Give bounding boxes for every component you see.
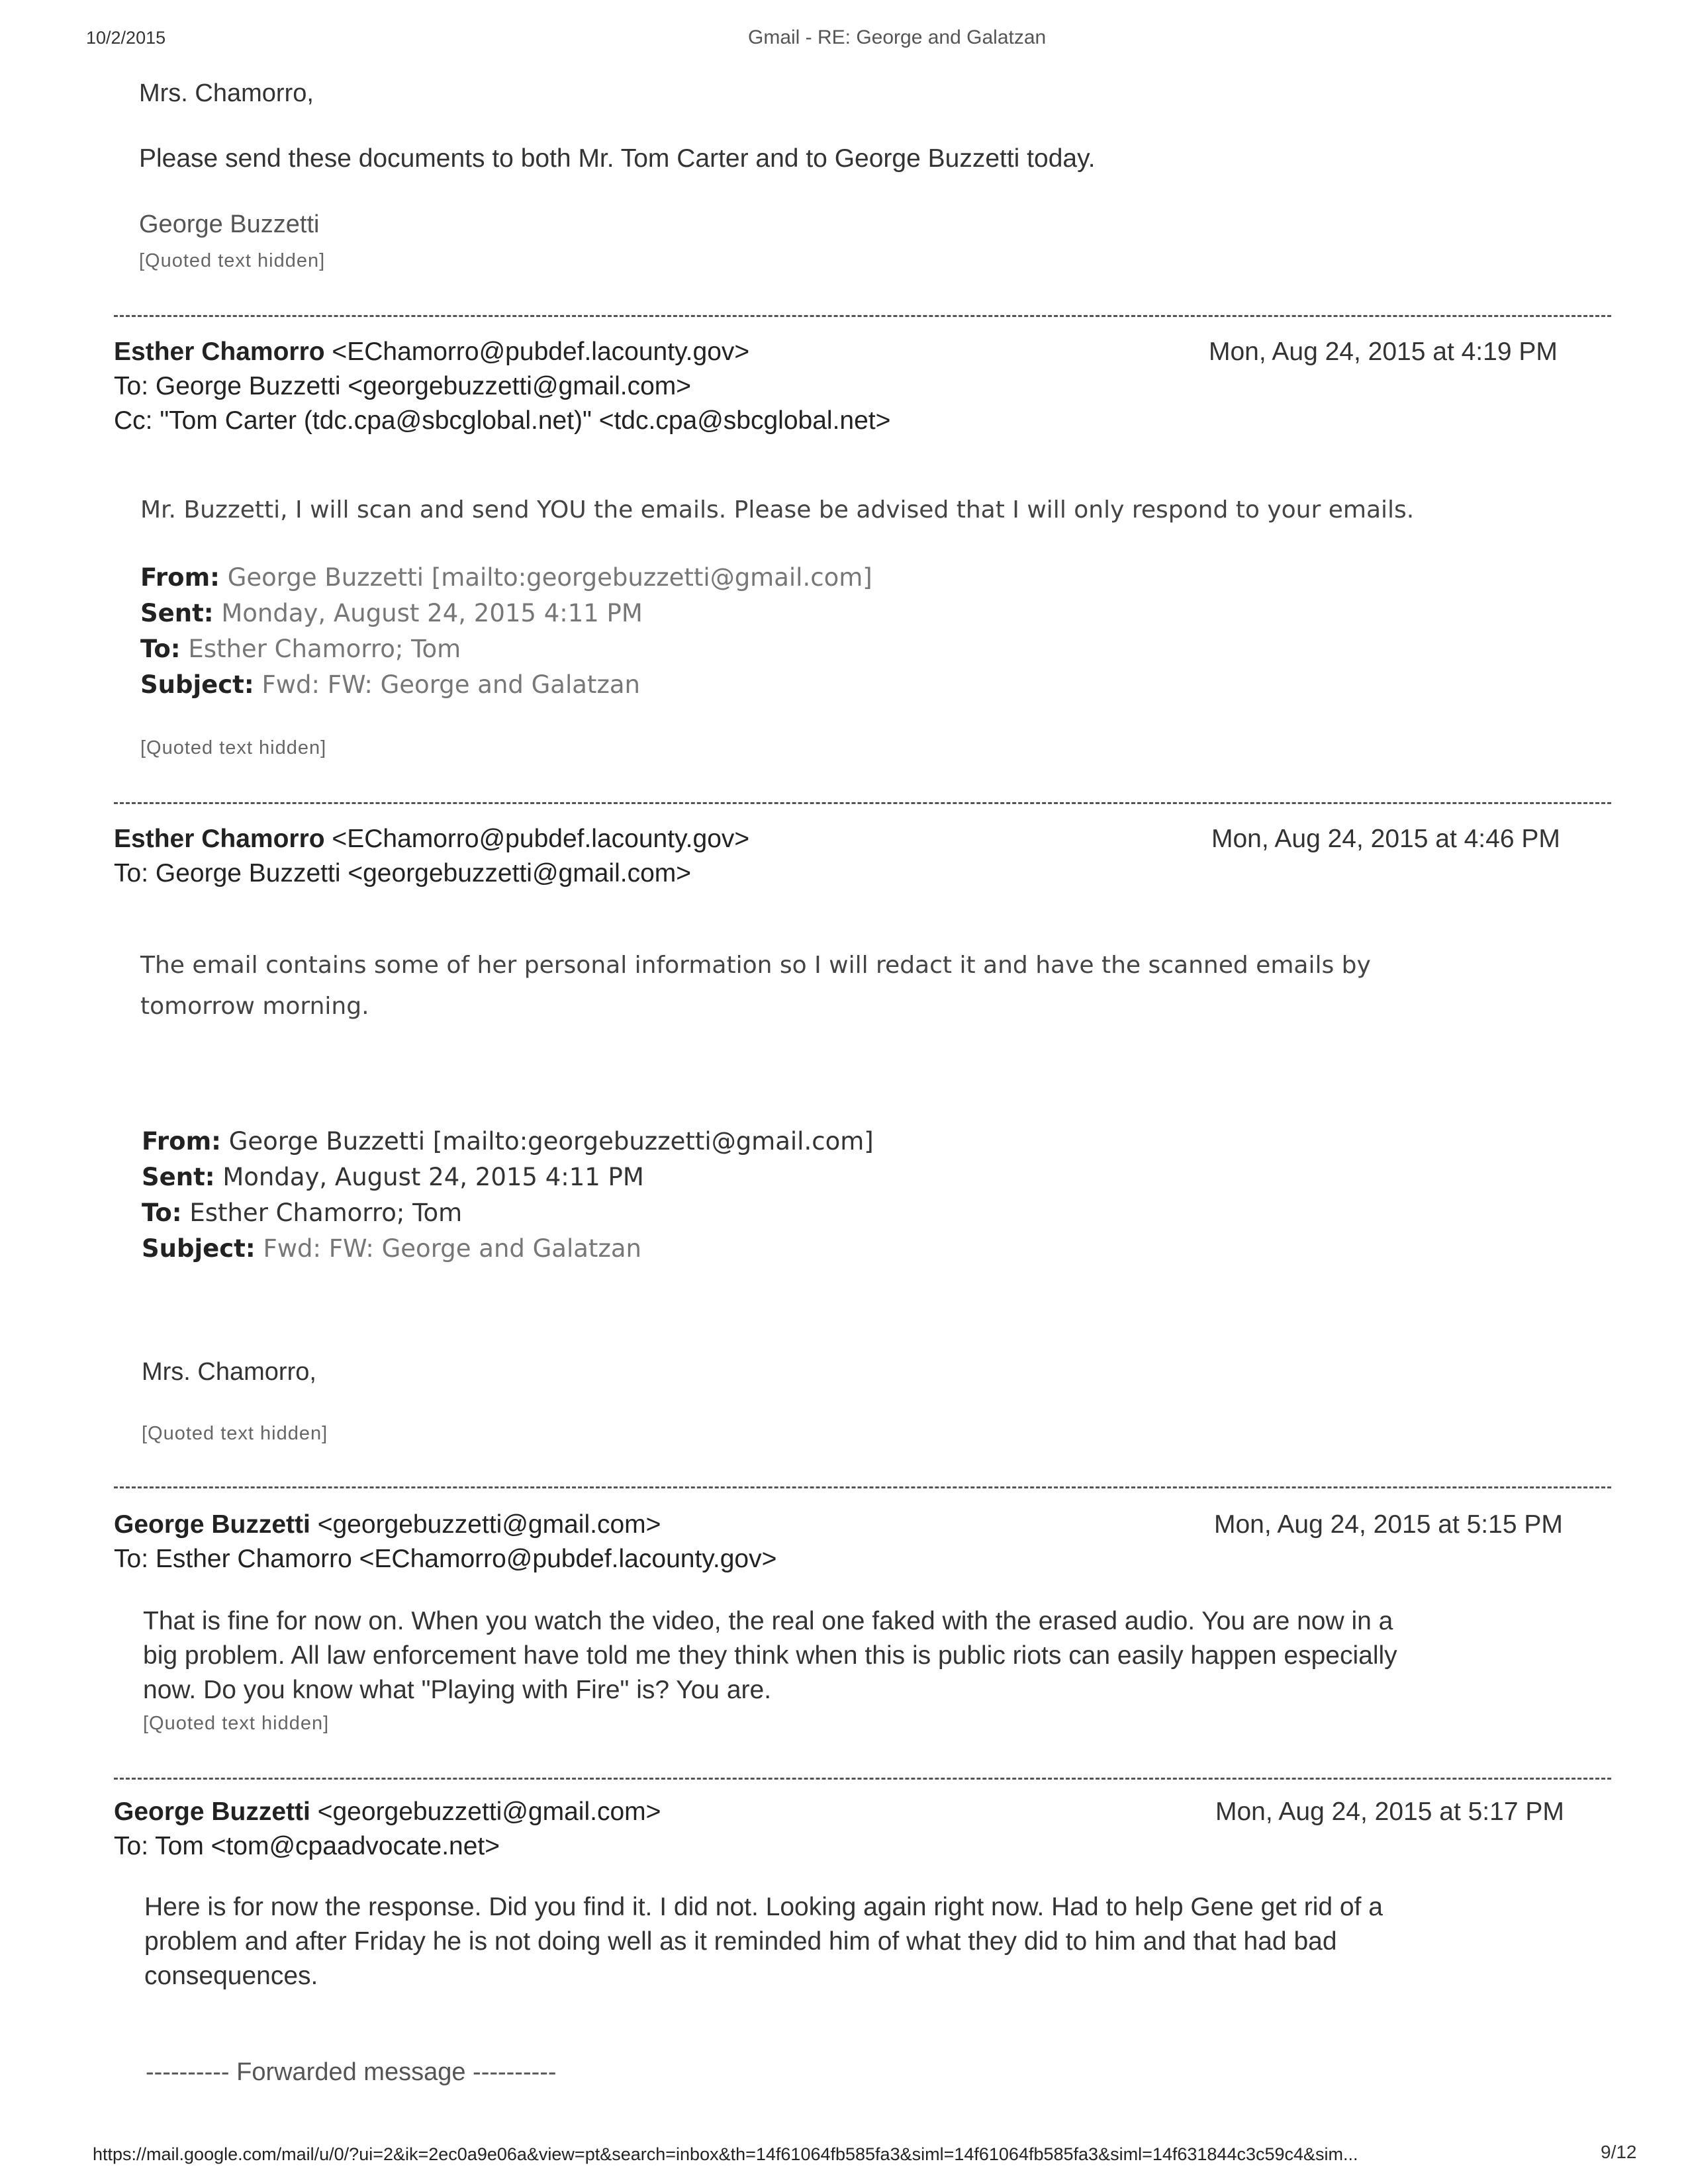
sender-name: Esther Chamorro (114, 825, 325, 853)
to-label: To: (140, 635, 181, 663)
recipient-line: To: Esther Chamorro <EChamorro@pubdef.lacounty.gov> (114, 1545, 777, 1573)
message-date: Mon, Aug 24, 2015 at 4:46 PM (1211, 825, 1560, 853)
sender-email: <georgebuzzetti@gmail.com> (317, 1797, 661, 1826)
sender-name: George Buzzetti (114, 1797, 310, 1826)
message-date: Mon, Aug 24, 2015 at 5:15 PM (1214, 1510, 1563, 1539)
message-divider (114, 315, 1611, 317)
sent-label: Sent: (142, 1163, 215, 1191)
sent-label: Sent: (140, 599, 214, 627)
sender-email: <georgebuzzetti@gmail.com> (317, 1510, 661, 1539)
page-number: 9/12 (1601, 2142, 1637, 2162)
body-line: The email contains some of her personal information so I will redact it and have the scanned emails by (140, 952, 1371, 979)
body-line: That is fine for now on. When you watch the video, the real one faked with the erased audio. You are now in a (143, 1607, 1393, 1635)
to-label: To: (142, 1199, 182, 1227)
forwarded-header (142, 1124, 874, 1267)
forwarded-message-marker: ---------- Forwarded message ---------- (146, 2058, 557, 2086)
subject-label: Subject: (140, 670, 254, 699)
cc-line: Cc: "Tom Carter (tdc.cpa@sbcglobal.net)" <tdc.cpa@sbcglobal.net> (114, 406, 891, 435)
message-body: Mr. Buzzetti, I will scan and send YOU the emails. Please be advised that I will only respond to your emails. (140, 496, 1415, 523)
from-value: George Buzzetti [mailto:georgebuzzetti@gmail.com] (227, 563, 872, 592)
salutation: Mrs. Chamorro, (139, 79, 314, 107)
body-line: problem and after Friday he is not doing well as it reminded him of what they did to him and that had bad (144, 1927, 1337, 1956)
message-body (144, 1890, 1383, 1993)
message-divider (114, 1486, 1611, 1488)
sender-email: <EChamorro@pubdef.lacounty.gov> (332, 338, 750, 366)
subject-value: Fwd: FW: George and Galatzan (263, 1234, 641, 1263)
message-body (140, 945, 1371, 1027)
sender-name: George Buzzetti (114, 1510, 310, 1539)
message-date: Mon, Aug 24, 2015 at 4:19 PM (1209, 338, 1558, 366)
body-line: consequences. (144, 1962, 318, 1990)
sender-name: Esther Chamorro (114, 338, 325, 366)
message-divider (114, 802, 1611, 804)
page-title: Gmail - RE: George and Galatzan (748, 26, 1047, 48)
quoted-text-toggle[interactable]: [Quoted text hidden] (142, 1423, 328, 1444)
body-line: tomorrow morning. (140, 993, 369, 1020)
print-date: 10/2/2015 (86, 28, 166, 48)
body-line: now. Do you know what "Playing with Fire" is? You are. (143, 1676, 772, 1704)
from-label: From: (142, 1127, 221, 1156)
body-line: Here is for now the response. Did you find it. I did not. Looking again right now. Had to help Gene get rid of a (144, 1893, 1383, 1921)
sender-line (114, 825, 749, 854)
message-divider (114, 1778, 1611, 1780)
sender-line (114, 1797, 661, 1827)
subject-label: Subject: (142, 1234, 256, 1263)
from-value: George Buzzetti [mailto:georgebuzzetti@gmail.com] (228, 1127, 874, 1156)
recipient-line: To: George Buzzetti <georgebuzzetti@gmail.com> (114, 859, 692, 887)
message-body (143, 1604, 1397, 1707)
subject-value: Fwd: FW: George and Galatzan (261, 670, 640, 699)
quoted-text-toggle[interactable]: [Quoted text hidden] (140, 737, 327, 758)
sent-value: Monday, August 24, 2015 4:11 PM (221, 599, 643, 627)
to-value: Esther Chamorro; Tom (189, 1199, 463, 1227)
signature: George Buzzetti (139, 210, 320, 238)
to-value: Esther Chamorro; Tom (188, 635, 461, 663)
recipient-line: To: Tom <tom@cpaadvocate.net> (114, 1832, 500, 1860)
from-label: From: (140, 563, 220, 592)
quoted-text-toggle[interactable]: [Quoted text hidden] (143, 1713, 330, 1734)
sender-email: <EChamorro@pubdef.lacounty.gov> (332, 825, 750, 853)
quoted-text-toggle[interactable]: [Quoted text hidden] (139, 250, 326, 271)
page-url: https://mail.google.com/mail/u/0/?ui=2&ik=2ec0a9e06a&view=pt&search=inbox&th=14f61064fb585fa3&siml=14f61064fb585fa3&siml=14f631844c3c59c4&sim... (93, 2144, 1358, 2164)
sent-value: Monday, August 24, 2015 4:11 PM (222, 1163, 644, 1191)
body-line: big problem. All law enforcement have told me they think when this is public riots can easily happen especially (143, 1641, 1397, 1670)
forwarded-header (140, 560, 872, 703)
message-body: Please send these documents to both Mr. Tom Carter and to George Buzzetti today. (139, 144, 1096, 173)
salutation: Mrs. Chamorro, (142, 1358, 316, 1386)
sender-line (114, 1510, 661, 1539)
recipient-line: To: George Buzzetti <georgebuzzetti@gmail.com> (114, 372, 692, 400)
message-date: Mon, Aug 24, 2015 at 5:17 PM (1215, 1797, 1564, 1826)
sender-line (114, 338, 749, 367)
